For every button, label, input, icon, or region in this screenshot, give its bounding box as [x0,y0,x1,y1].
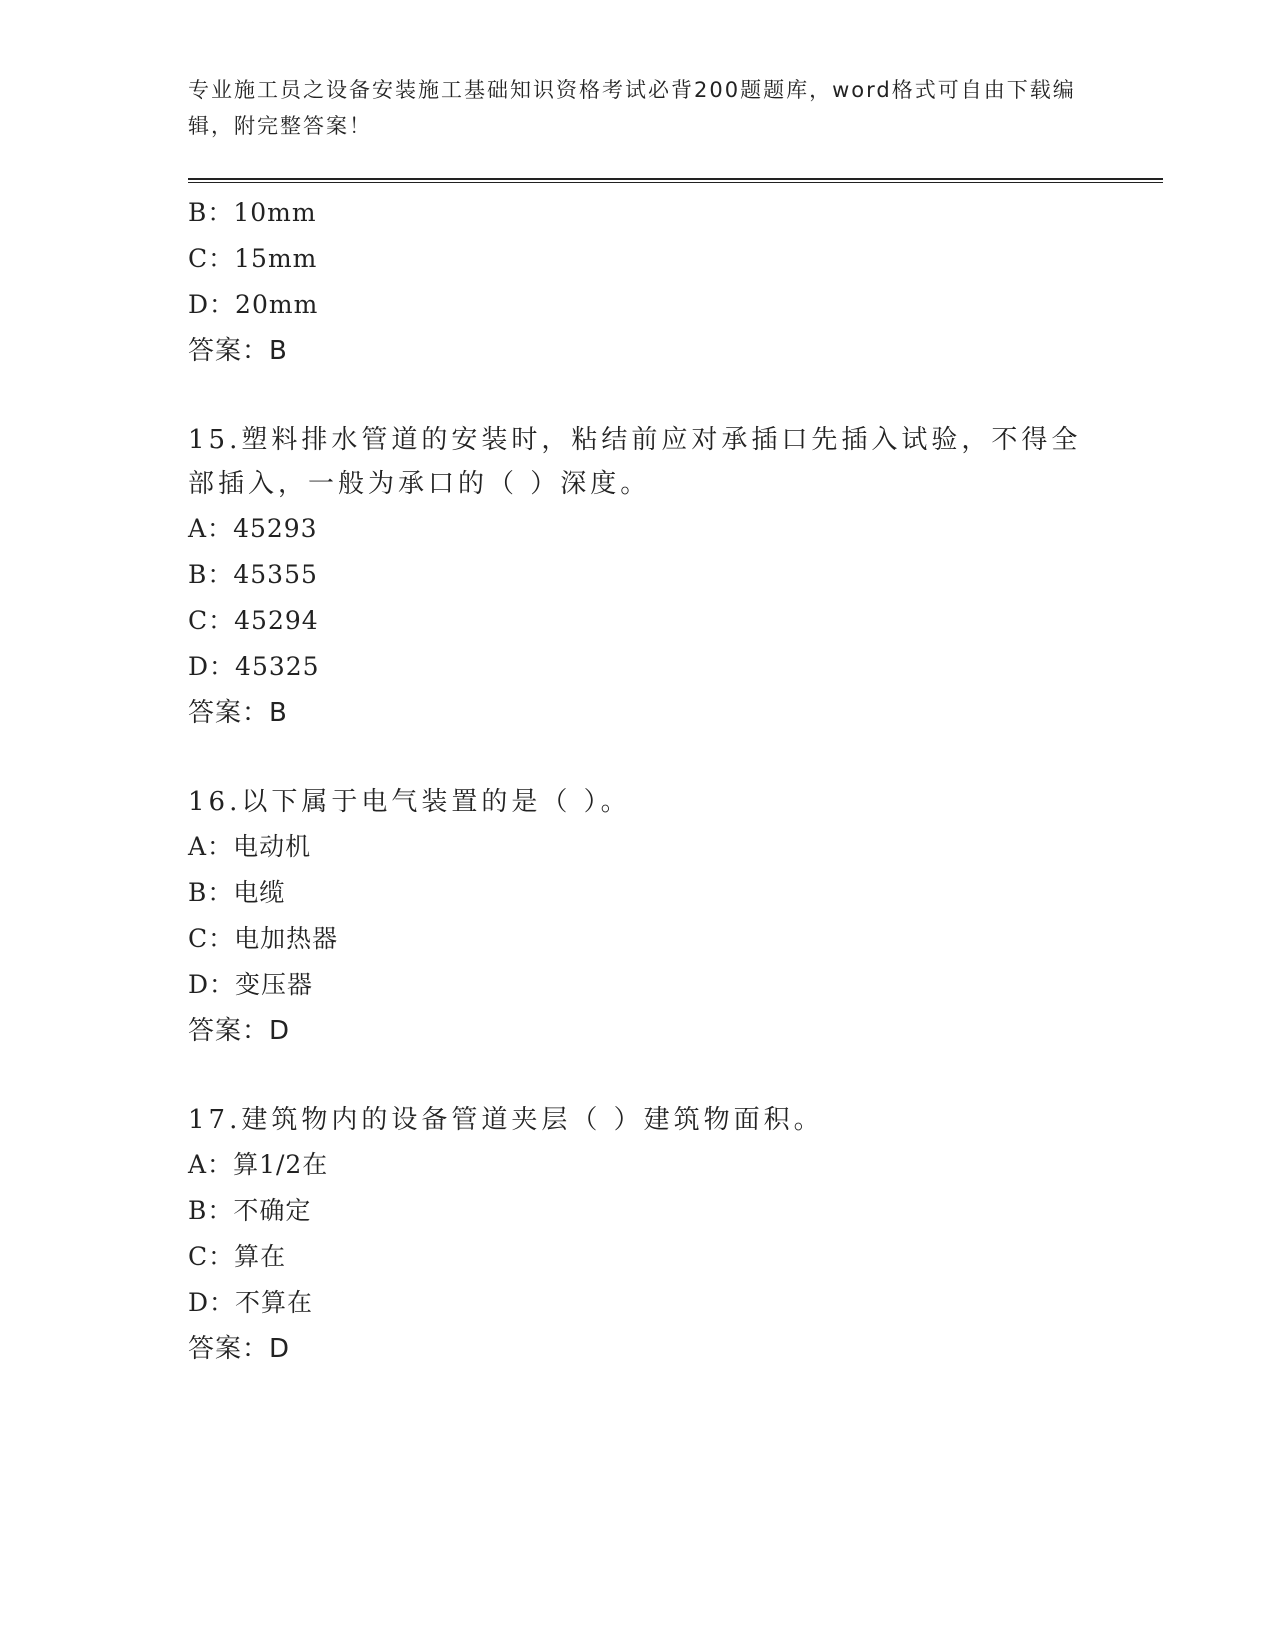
option-text: 20mm [235,290,319,319]
option-text: 45355 [233,560,318,589]
option-label: C： [188,1242,235,1271]
option-d [188,1280,1168,1326]
option-text: 45294 [234,606,319,635]
option-a [188,506,1168,552]
option-b [188,552,1168,598]
continued-question [188,190,1168,374]
question-content [188,190,1168,1372]
document-header [188,72,1088,144]
option-text: 电动机 [233,832,312,861]
option-text: 不算在 [235,1288,314,1317]
option-label: D： [188,652,236,681]
header-divider [188,178,1163,183]
option-text: 15mm [234,244,318,273]
option-label: B： [188,198,234,227]
option-label: A： [188,1150,234,1179]
option-b [188,1188,1168,1234]
question-16 [188,780,1168,1054]
question-stem: 15.塑料排水管道的安装时，粘结前应对承插口先插入试验，不得全部插入，一般为承口的（ ）深度。 [188,425,1082,499]
option-text: 算1/2在 [233,1150,329,1179]
option-label: C： [188,924,235,953]
answer-line: 答案：D [188,1016,291,1046]
answer-line: 答案：B [188,698,288,728]
option-text: 电加热器 [234,924,339,953]
option-label: A： [188,514,234,543]
option-c [188,916,1168,962]
option-text: 算在 [234,1242,287,1271]
option-d [188,282,1168,328]
option-text: 45325 [235,652,320,681]
option-text: 不确定 [233,1196,312,1225]
option-c [188,236,1168,282]
question-15 [188,418,1168,736]
option-c [188,1234,1168,1280]
option-d [188,962,1168,1008]
option-text: 45293 [233,514,318,543]
option-d [188,644,1168,690]
option-text: 变压器 [235,970,314,999]
option-label: B： [188,1196,234,1225]
option-a [188,824,1168,870]
option-a [188,1142,1168,1188]
option-text: 电缆 [233,878,286,907]
option-label: C： [188,244,235,273]
option-label: D： [188,1288,236,1317]
option-label: B： [188,878,234,907]
option-label: D： [188,290,236,319]
option-label: D： [188,970,236,999]
option-c [188,598,1168,644]
option-label: A： [188,832,234,861]
question-stem: 16.以下属于电气装置的是（ ）。 [188,787,631,817]
question-17 [188,1098,1168,1372]
answer-line: 答案：B [188,336,288,366]
option-label: B： [188,560,234,589]
question-stem: 17.建筑物内的设备管道夹层（ ）建筑物面积。 [188,1105,824,1135]
answer-line: 答案：D [188,1334,291,1364]
option-b [188,190,1168,236]
document-title: 专业施工员之设备安装施工基础知识资格考试必背200题题库，word格式可自由下载编辑，附完整答案！ [188,78,1076,138]
option-b [188,870,1168,916]
option-text: 10mm [233,198,317,227]
option-label: C： [188,606,235,635]
